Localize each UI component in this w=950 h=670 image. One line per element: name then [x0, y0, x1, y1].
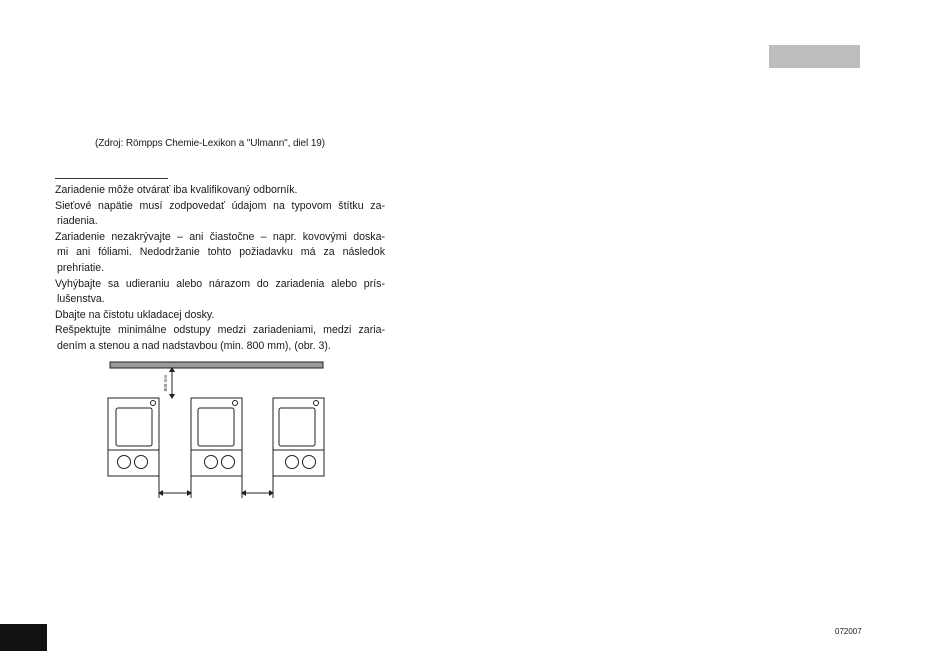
note-avoid-impacts: Vyhýbajte sa udieraniu alebo nárazom do zariadenia alebo prís- — [55, 277, 385, 290]
page-corner-tab — [0, 624, 47, 651]
section-tab — [769, 45, 860, 68]
horizontal-gap-left — [159, 476, 191, 498]
note-clean-plate: Dbajte na čistotu ukladacej dosky. — [55, 308, 215, 321]
device-unit-middle — [191, 398, 242, 476]
note-min-distances: Rešpektujte minimálne odstupy medzi zariadeniami, medzi zaria- — [55, 324, 385, 337]
note-do-not-cover: Zariadenie nezakrývajte – ani čiastočne – napr. kovovými doska- — [55, 230, 385, 243]
vertical-arrow-top — [170, 368, 175, 372]
document-code: 072007 — [835, 627, 862, 636]
note-do-not-cover-cont: mi ani fóliami. Nedodržanie tohto požiadavku má za následok — [57, 246, 385, 259]
source-note: (Zdroj: Römpps Chemie-Lexikon a "Ulmann", diel 19) — [95, 138, 325, 149]
device-unit-right — [273, 398, 324, 476]
gap-label: 800 mm — [163, 374, 168, 392]
note-mains-voltage: Sieťové napätie musí zodpovedať údajom na typovom štítku za- — [55, 199, 385, 212]
device-unit-left — [108, 398, 159, 476]
note-min-distances-cont: dením a stenou a nad nadstavbou (min. 800 mm), (obr. 3). — [57, 339, 331, 352]
note-qualified-staff: Zariadenie môže otvárať iba kvalifikovaný odborník. — [55, 184, 298, 196]
note-mains-voltage-cont: riadenia. — [57, 215, 98, 228]
note-avoid-impacts-cont: lušenstva. — [57, 293, 105, 306]
vertical-arrow-bottom — [170, 394, 175, 398]
ceiling-shelf — [110, 362, 323, 368]
note-do-not-cover-cont2: prehriatie. — [57, 261, 105, 274]
safety-notes — [55, 183, 385, 355]
horizontal-gap-right — [242, 476, 273, 498]
spacing-diagram — [100, 356, 330, 506]
divider-line — [55, 178, 168, 179]
